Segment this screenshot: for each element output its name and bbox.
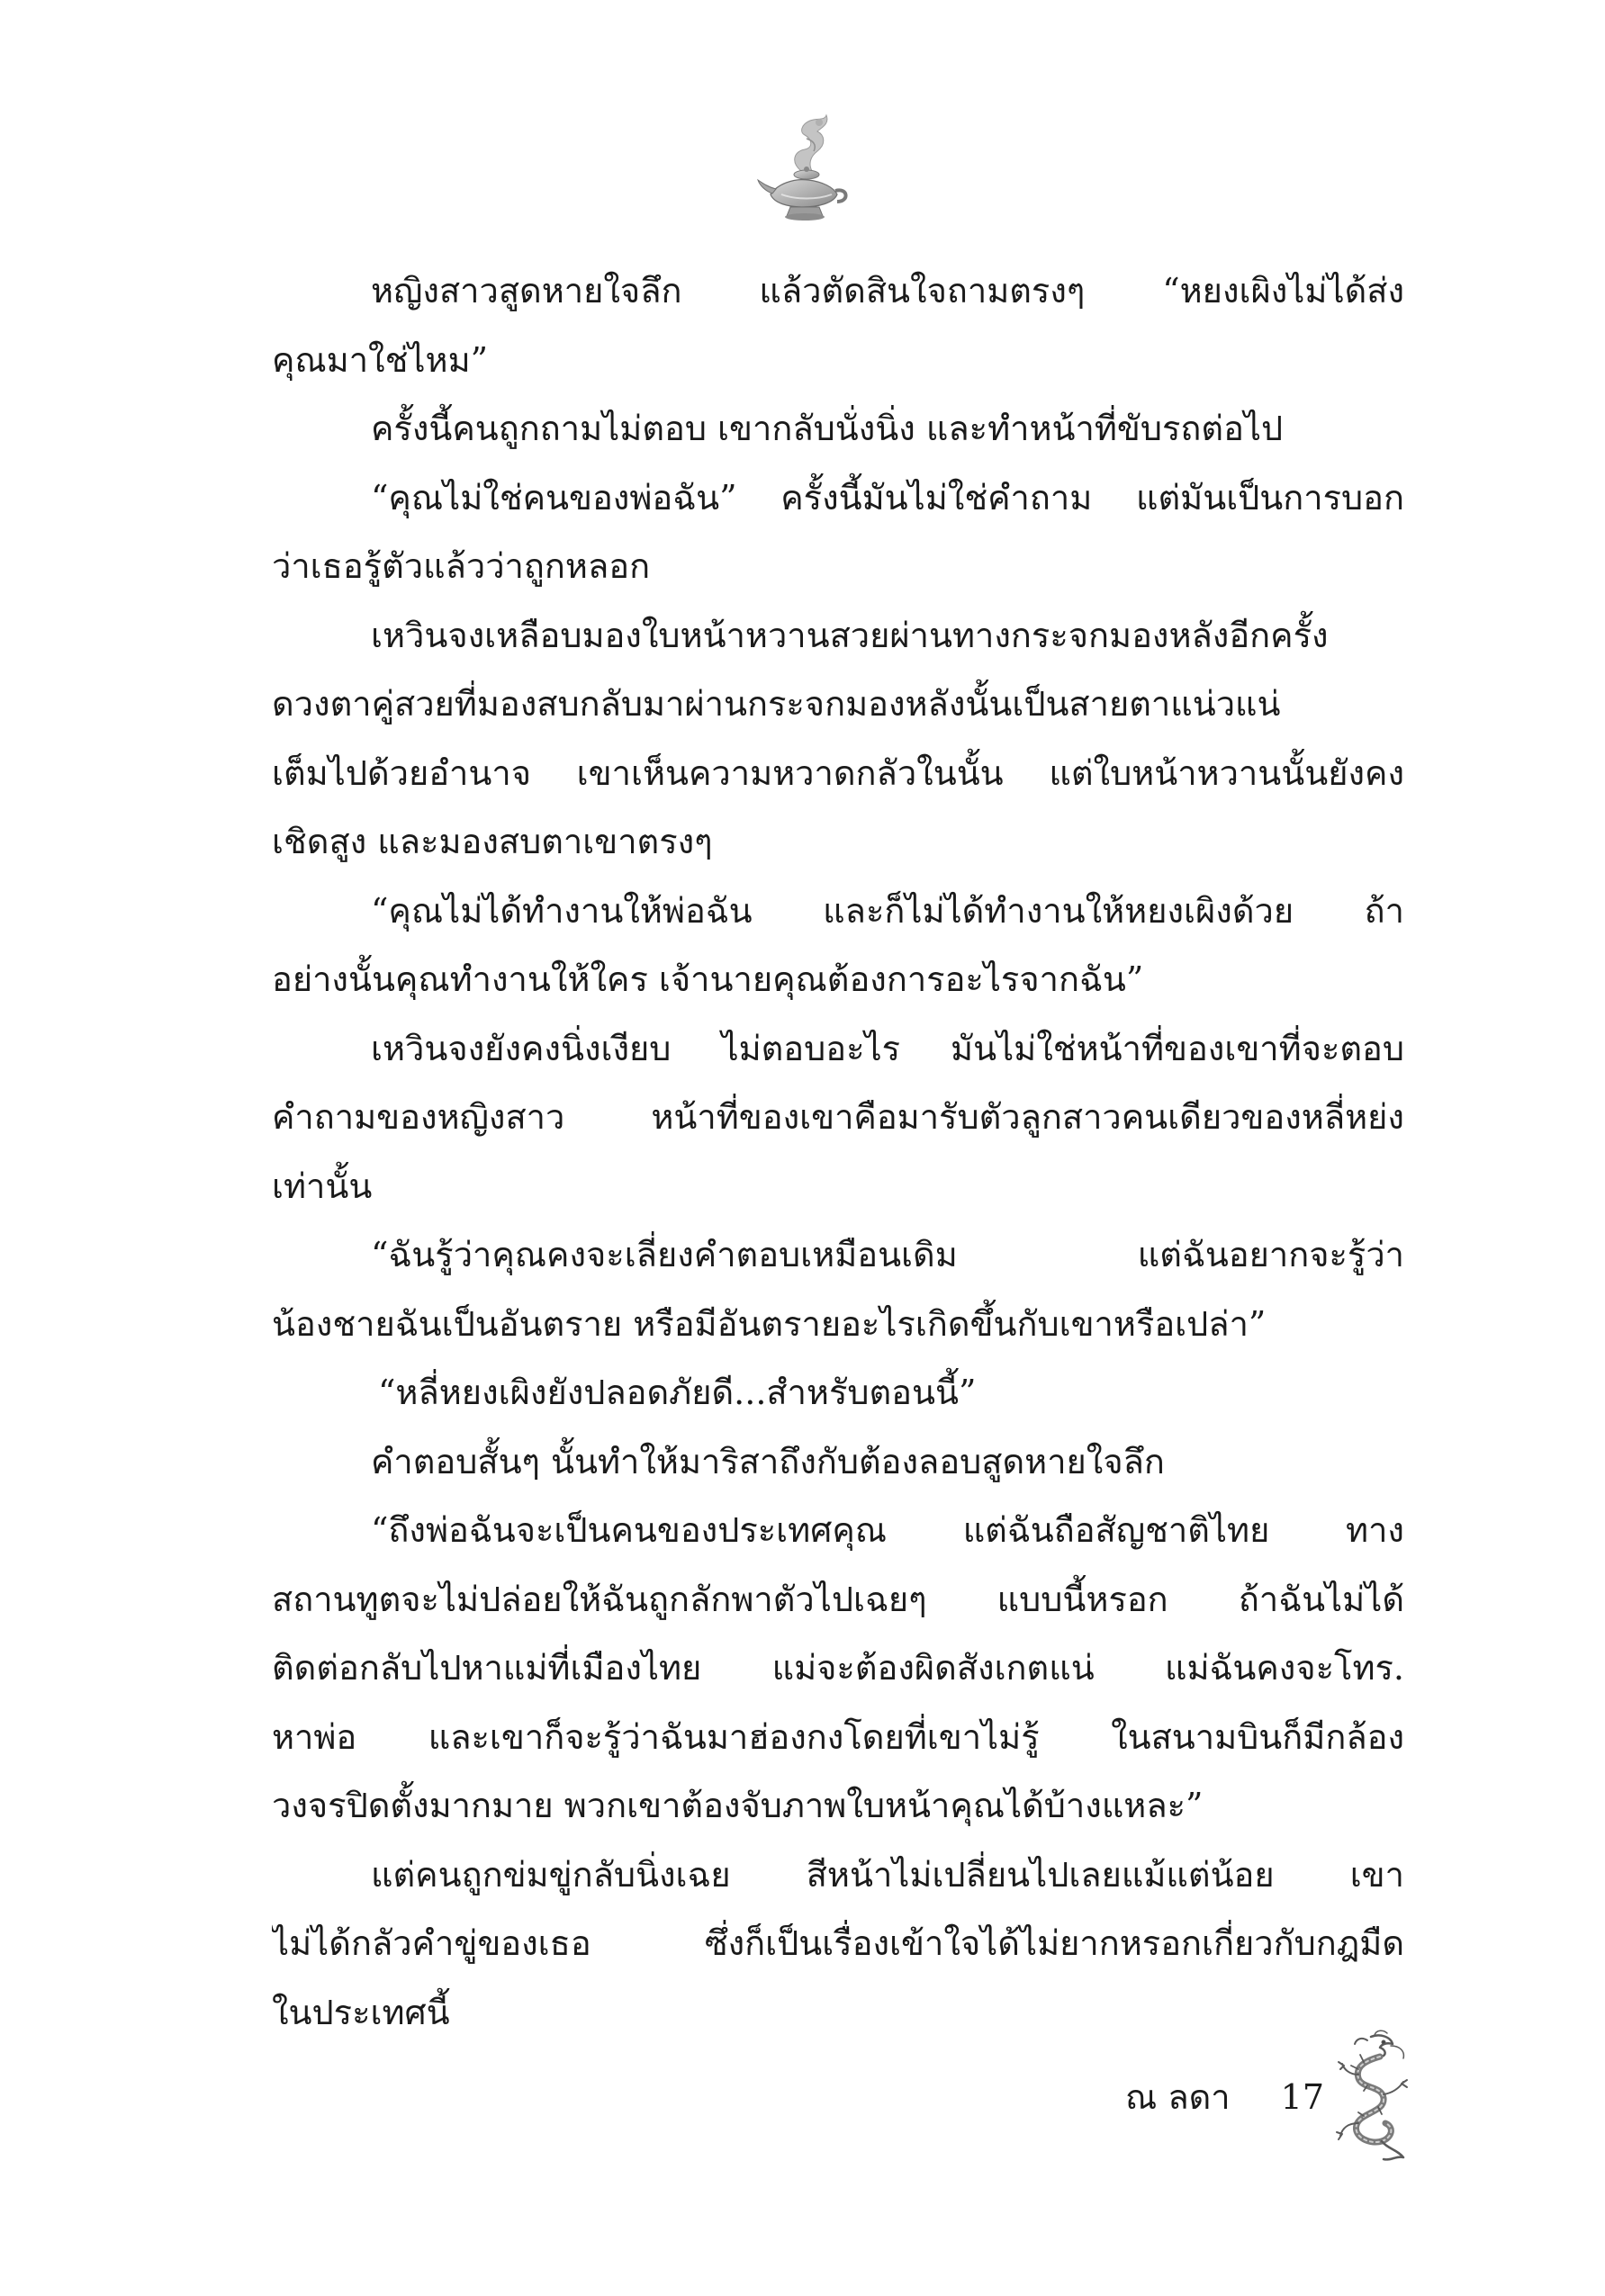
- paragraph: [272, 601, 1404, 877]
- text-line: “หลี่หยงเผิงยังปลอดภัยดี...สำหรับตอนนี้”: [378, 1373, 977, 1412]
- text-line: เชิดสูง และมองสบตาเขาตรงๆ: [272, 822, 713, 861]
- text-line: สถานทูตจะไม่ปล่อยให้ฉันถูกลักพาตัวไปเฉยๆ แบบนี้หรอก ถ้าฉันไม่ได้: [272, 1579, 1404, 1619]
- paragraph: [272, 257, 1404, 394]
- text-line: “คุณไม่ใช่คนของพ่อฉัน” ครั้งนี้มันไม่ใช่คำถาม แต่มันเป็นการบอก: [371, 477, 1404, 518]
- text-line: คำถามของหญิงสาว หน้าที่ของเขาคือมารับตัวลูกสาวคนเดียวของหลี่หย่ง: [272, 1097, 1404, 1137]
- text-line: แต่คนถูกข่มขู่กลับนิ่งเฉย สีหน้าไม่เปลี่ยนไปเลยแม้แต่น้อย เขา: [371, 1854, 1404, 1895]
- text-line: ว่าเธอรู้ตัวแล้วว่าถูกหลอก: [272, 546, 651, 586]
- text-line: หญิงสาวสูดหายใจลึก แล้วตัดสินใจถามตรงๆ “หยงเผิงไม่ได้ส่ง: [371, 271, 1404, 311]
- text-line: วงจรปิดตั้งมากมาย พวกเขาต้องจับภาพใบหน้าคุณได้บ้างแหละ”: [272, 1786, 1204, 1825]
- paragraph: [272, 1427, 1404, 1497]
- paragraph: [272, 1358, 1404, 1427]
- text-line: ติดต่อกลับไปหาแม่ที่เมืองไทย แม่จะต้องผิดสังเกตแน่ แม่ฉันคงจะโทร.: [272, 1648, 1404, 1688]
- text-line: เหวินจงยังคงนิ่งเงียบ ไม่ตอบอะไร มันไม่ใช่หน้าที่ของเขาที่จะตอบ: [371, 1028, 1404, 1068]
- paragraph: [272, 1841, 1404, 2048]
- text-line: ในประเทศนี้: [272, 1992, 450, 2032]
- paragraph: [272, 464, 1404, 601]
- paragraph: [272, 877, 1404, 1014]
- text-line: “ถึงพ่อฉันจะเป็นคนของประเทศคุณ แต่ฉันถือสัญชาติไทย ทาง: [371, 1510, 1404, 1550]
- text-line: คำตอบสั้นๆ นั้นทำให้มาริสาถึงกับต้องลอบสูดหายใจลึก: [371, 1441, 1165, 1481]
- text-line: คุณมาใช่ไหม”: [272, 339, 489, 380]
- paragraph: [272, 1496, 1404, 1841]
- paragraph: [272, 1220, 1404, 1358]
- page-number: 17: [1280, 2077, 1324, 2117]
- body-text: [272, 257, 1404, 2047]
- text-line: “คุณไม่ได้ทำงานให้พ่อฉัน และก็ไม่ได้ทำงานให้หยงเผิงด้วย ถ้า: [371, 890, 1404, 931]
- text-line: เท่านั้น: [272, 1166, 373, 1206]
- text-line: เหวินจงเหลือบมองใบหน้าหวานสวยผ่านทางกระจกมองหลังอีกครั้ง: [371, 615, 1329, 655]
- magic-lamp-icon: [754, 108, 853, 230]
- text-line: อย่างนั้นคุณทำงานให้ใคร เจ้านายคุณต้องการอะไรจากฉัน”: [272, 959, 1144, 999]
- text-line: ไม่ได้กลัวคำขู่ของเธอ ซึ่งก็เป็นเรื่องเข้าใจได้ไม่ยากหรอกเกี่ยวกับกฎมืด: [272, 1923, 1404, 1963]
- text-line: ครั้งนี้คนถูกถามไม่ตอบ เขากลับนั่งนิ่ง และทำหน้าที่ขับรถต่อไป: [371, 409, 1284, 448]
- text-line: เต็มไปด้วยอำนาจ เขาเห็นความหวาดกลัวในนั้น แต่ใบหน้าหวานนั้นยังคง: [272, 752, 1404, 793]
- text-line: ดวงตาคู่สวยที่มองสบกลับมาผ่านกระจกมองหลังนั้นเป็นสายตาแน่วแน่: [272, 684, 1281, 724]
- text-line: น้องชายฉันเป็นอันตราย หรือมีอันตรายอะไรเกิดขึ้นกับเขาหรือเปล่า”: [272, 1303, 1267, 1344]
- page-footer: [1125, 2070, 1324, 2124]
- text-line: หาพ่อ และเขาก็จะรู้ว่าฉันมาฮ่องกงโดยที่เขาไม่รู้ ในสนามบินก็มีกล้อง: [272, 1716, 1404, 1757]
- author-name: ณ ลดา: [1125, 2077, 1231, 2117]
- paragraph: [272, 1014, 1404, 1221]
- paragraph: [272, 394, 1404, 464]
- text-line: “ฉันรู้ว่าคุณคงจะเลี่ยงคำตอบเหมือนเดิม แต่ฉันอยากจะรู้ว่า: [371, 1235, 1404, 1274]
- dragon-icon: [1328, 2030, 1413, 2165]
